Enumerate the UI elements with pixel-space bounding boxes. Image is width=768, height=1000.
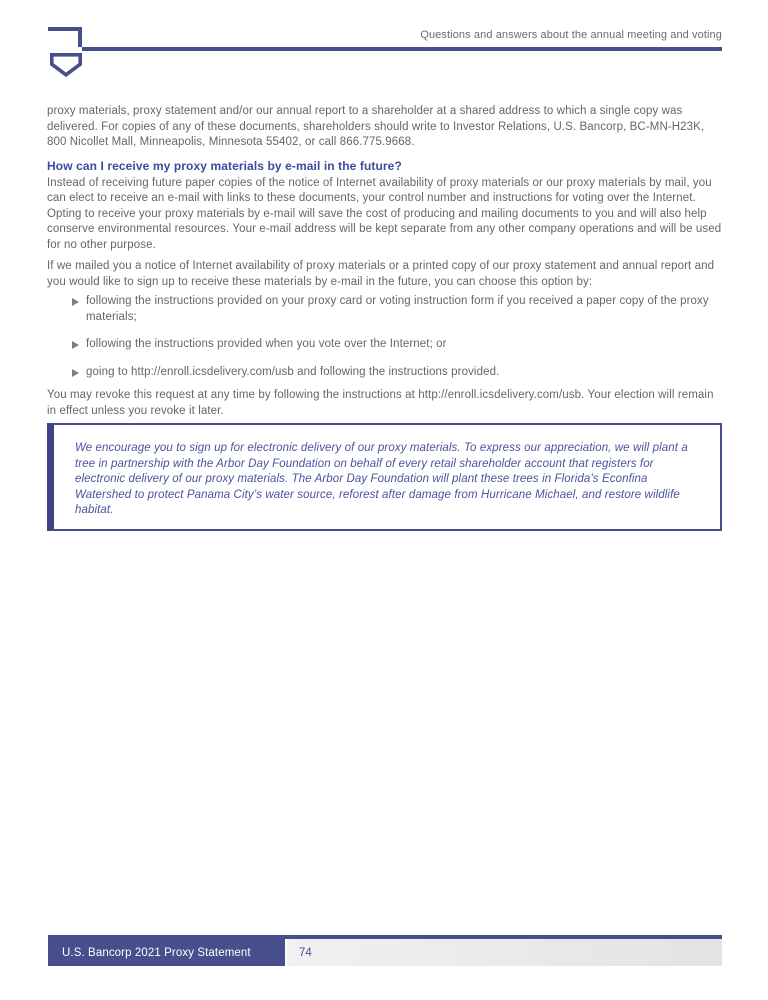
- triangle-bullet-icon: [72, 341, 79, 349]
- footer-band: [48, 939, 722, 966]
- footer-page-number-area: [287, 939, 722, 966]
- list-item-text: following the instructions provided when you vote over the Internet; or: [86, 338, 447, 350]
- list-item-text: following the instructions provided on your proxy card or voting instruction form if you received a paper copy of the proxy materials;: [86, 295, 709, 323]
- page-body: [47, 104, 722, 531]
- us-bancorp-shield-icon: [48, 27, 84, 77]
- page-number: 74: [299, 946, 312, 959]
- question-heading: How can I receive my proxy materials by e-mail in the future?: [47, 158, 402, 173]
- footer-document-title: U.S. Bancorp 2021 Proxy Statement: [48, 939, 285, 966]
- header-rule: [82, 47, 722, 51]
- triangle-bullet-icon: [72, 369, 79, 377]
- callout-text: We encourage you to sign up for electronic delivery of our proxy materials. To express our appreciation, we will plant a tree in partnership with the Arbor Day Foundation on behalf of every retail shareholder account that registers for electronic delivery of our proxy materials. The Arbor Day Foundation will plant these trees in Florida’s Econfina Watershed to protect Panama City’s water source, reforest after damage from Hurricane Michael, and restore wildlife habitat.: [75, 442, 688, 516]
- running-header: Questions and answers about the annual meeting and voting: [420, 29, 722, 41]
- tree-planting-callout-box: [47, 423, 722, 531]
- paragraph-revoke-request: You may revoke this request at any time by following the instructions at http://enroll.icsdelivery.com/usb. Your election will remain in effect unless you revoke it later.: [47, 389, 714, 417]
- paragraph-signup-options: If we mailed you a notice of Internet availability of proxy materials or a printed copy of our proxy statement and annual report and you would like to sign up to receive these materials by e-mail in the future, you can choose this option by:: [47, 260, 715, 288]
- list-item-text: going to http://enroll.icsdelivery.com/usb and following the instructions provided.: [86, 365, 500, 378]
- list-item: [47, 365, 722, 381]
- list-item: [47, 337, 722, 353]
- paragraph-household-copies: proxy materials, proxy statement and/or our annual report to a shareholder at a shared address to which a single copy was delivered. For copies of any of these documents, shareholders should write to Investor Relations, U.S. Bancorp, BC-MN-H23K, 800 Nicollet Mall, Minneapolis, Minnesota 55402, or call 866.775.9668.: [47, 105, 705, 148]
- signup-options-list: [47, 294, 722, 380]
- list-item: [47, 294, 722, 325]
- paragraph-email-delivery: Instead of receiving future paper copies of the notice of Internet availability of proxy materials or our proxy materials by mail, you can elect to receive an e-mail with links to these documents, your control number and instructions for voting over the Internet. Opting to receive your proxy materials by e-mail will save the cost of producing and mailing documents to you and will also help conserve environmental resources. Your e-mail address will be kept separate from any other company operations and will be used for no other purpose.: [47, 176, 722, 251]
- triangle-bullet-icon: [72, 298, 79, 306]
